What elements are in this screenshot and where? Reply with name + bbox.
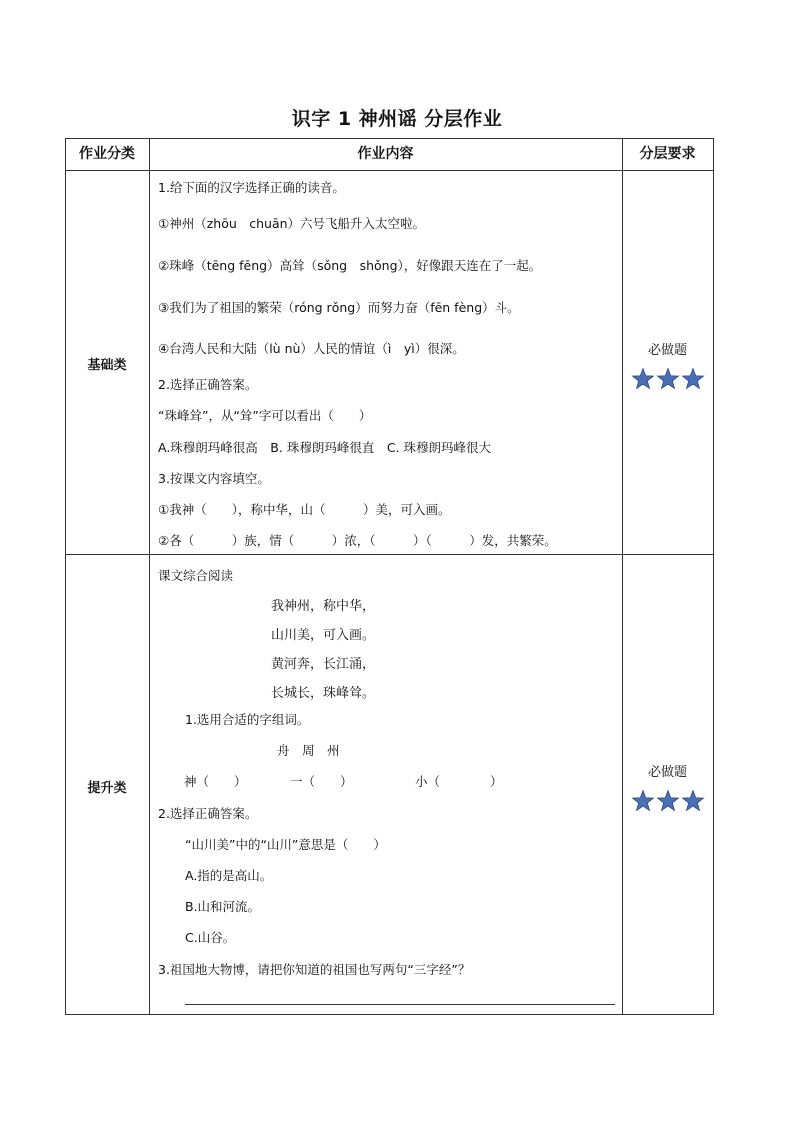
poem-line: 山川美，可入画。 bbox=[271, 628, 376, 643]
section-divider bbox=[65, 554, 714, 555]
table-border-left bbox=[65, 138, 66, 1015]
option: A.指的是高山。 bbox=[185, 868, 273, 883]
star-icon bbox=[683, 791, 704, 811]
basic-line: ④台湾人民和大陆（lù nù）人民的情谊（ì yì）很深。 bbox=[158, 341, 465, 356]
basic-line: ①神州（zhōu chuān）六号飞船升入太空啦。 bbox=[158, 216, 426, 231]
page-title: 识字 1 神州谣 分层作业 bbox=[291, 108, 503, 130]
star-icon bbox=[658, 369, 679, 389]
header-level: 分层要求 bbox=[639, 146, 696, 162]
basic-line: 1.给下面的汉字选择正确的读音。 bbox=[158, 180, 345, 195]
basic-line: 2.选择正确答案。 bbox=[158, 377, 258, 392]
option: C.山谷。 bbox=[185, 930, 236, 945]
basic-line: ②珠峰（tēng fēng）高耸（sǒng shǒng），好像跟天连在了一起。 bbox=[158, 258, 542, 273]
basic-line: “珠峰耸”，从“耸”字可以看出（ ） bbox=[158, 408, 372, 423]
requirement-basic: 必做题 bbox=[647, 343, 687, 358]
character-choices: 舟 周 州 bbox=[277, 743, 340, 758]
question-3: 3.祖国地大物博，请把你知道的祖国也写两句“三字经”？ bbox=[158, 962, 471, 977]
homework-table bbox=[65, 138, 714, 1015]
star-icon bbox=[633, 791, 654, 811]
poem-line: 我神州，称中华， bbox=[271, 599, 376, 614]
header-category: 作业分类 bbox=[79, 146, 135, 162]
basic-line: A.珠穆朗玛峰很高 B. 珠穆朗玛峰很直 C. 珠穆朗玛峰很大 bbox=[158, 440, 492, 455]
star-icon bbox=[683, 369, 704, 389]
column-divider-1 bbox=[149, 138, 150, 1015]
poem-line: 长城长，珠峰耸。 bbox=[271, 686, 376, 701]
category-advanced: 提升类 bbox=[87, 781, 127, 796]
answer-line[interactable] bbox=[185, 1004, 615, 1005]
column-divider-2 bbox=[622, 138, 623, 1015]
question-1: 1.选用合适的字组词。 bbox=[185, 712, 310, 727]
poem-line: 黄河奔，长江涌， bbox=[271, 657, 376, 672]
word-blank: 一（ ） bbox=[290, 774, 353, 789]
question-2-stem: “山川美”中的“山川”意思是（ ） bbox=[185, 837, 386, 852]
star-rating-basic bbox=[631, 368, 705, 390]
header-content: 作业内容 bbox=[357, 146, 414, 162]
basic-line: ③我们为了祖国的繁荣（róng rǒng）而努力奋（fēn fèng）斗。 bbox=[158, 300, 520, 315]
requirement-advanced: 必做题 bbox=[647, 765, 687, 780]
star-icon bbox=[658, 791, 679, 811]
table-border-right bbox=[713, 138, 714, 1015]
word-blank: 神（ ） bbox=[184, 774, 247, 789]
star-rating-advanced bbox=[631, 790, 705, 812]
basic-line: ②各（ ）族，情（ ）浓，（ ）（ ）发，共繁荣。 bbox=[158, 533, 557, 548]
header-divider bbox=[65, 170, 714, 171]
question-2: 2.选择正确答案。 bbox=[158, 806, 258, 821]
option: B.山和河流。 bbox=[185, 899, 261, 914]
table-border-bottom bbox=[65, 1014, 714, 1015]
basic-line: 3.按课文内容填空。 bbox=[158, 471, 270, 486]
word-blank: 小（ ） bbox=[415, 774, 503, 789]
category-basic: 基础类 bbox=[87, 358, 127, 373]
star-icon bbox=[633, 369, 654, 389]
basic-line: ①我神（ ），称中华，山（ ）美，可入画。 bbox=[158, 502, 451, 517]
reading-intro: 课文综合阅读 bbox=[158, 568, 234, 583]
